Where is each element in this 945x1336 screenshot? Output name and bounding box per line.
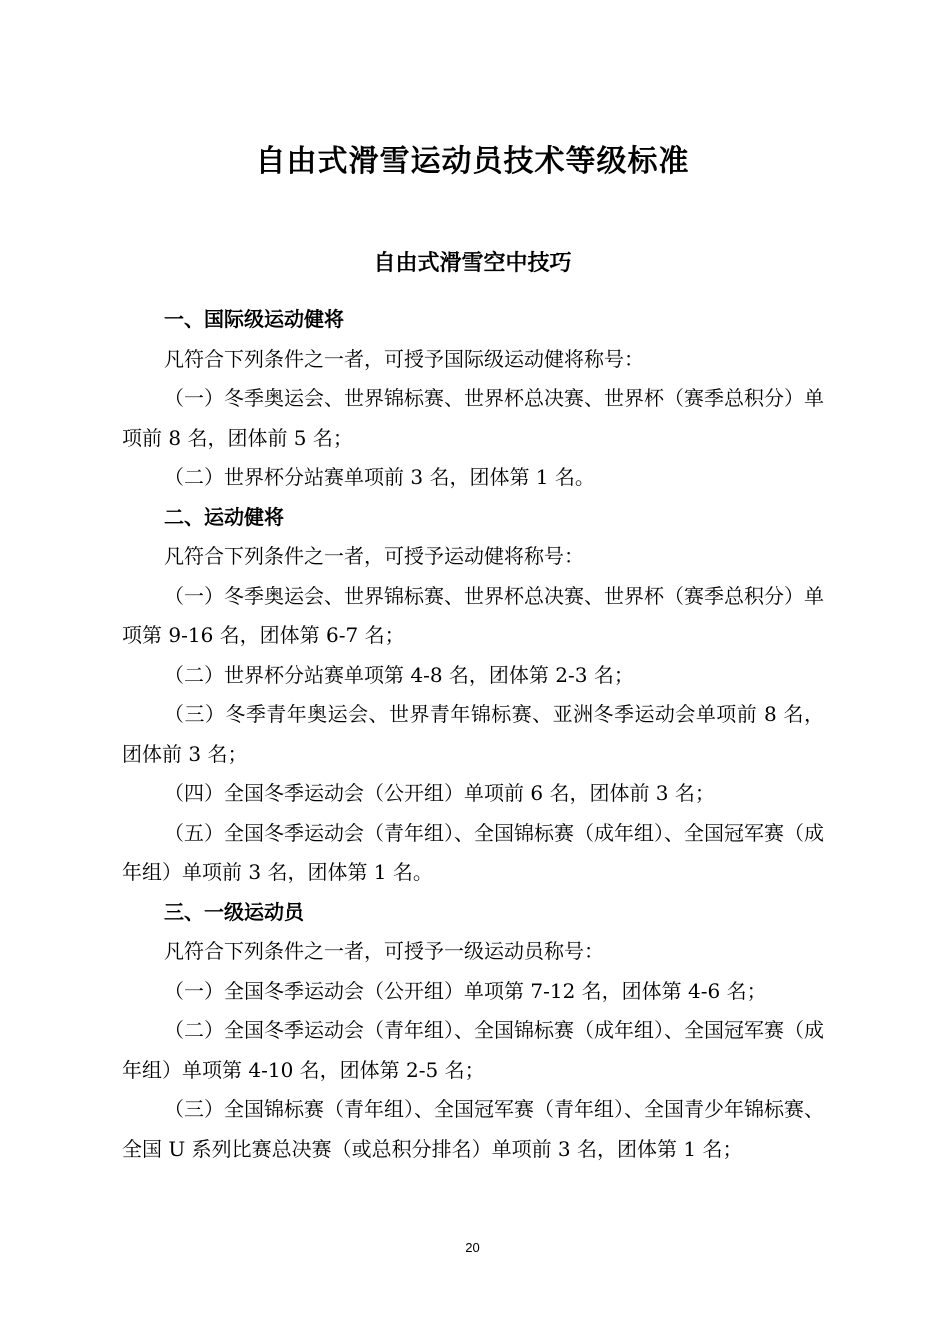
paragraph: 凡符合下列条件之一者，可授予国际级运动健将称号： xyxy=(164,346,644,371)
paragraph: （五）全国冬季运动会（青年组）、全国锦标赛（成年组）、全国冠军赛（成年组）单项前 3 名，团体第 1 名。 xyxy=(122,820,824,884)
document-title: 自由式滑雪运动员技术等级标准 xyxy=(255,144,690,179)
paragraph: 凡符合下列条件之一者，可授予运动健将称号： xyxy=(164,544,584,568)
paragraph: （二）世界杯分站赛单项第 4-8 名，团体第 2-3 名； xyxy=(164,662,634,687)
paragraph: （二）世界杯分站赛单项前 3 名，团体第 1 名。 xyxy=(164,465,595,489)
paragraph: 凡符合下列条件之一者，可授予一级运动员称号： xyxy=(164,939,604,963)
paragraph: （四）全国冬季运动会（公开组）单项前 6 名，团体前 3 名； xyxy=(164,781,715,805)
paragraph: （一）冬季奥运会、世界锦标赛、世界杯总决赛、世界杯（赛季总积分）单项第 9-16 名，团体第 6-7 名； xyxy=(122,583,824,647)
document-body xyxy=(122,300,824,1169)
paragraph: （三）冬季青年奥运会、世界青年锦标赛、亚洲冬季运动会单项前 8 名，团体前 3 名； xyxy=(122,702,824,766)
paragraph: （一）冬季奥运会、世界锦标赛、世界杯总决赛、世界杯（赛季总积分）单项前 8 名，团体前 5 名； xyxy=(122,386,824,450)
heading-master: 二、运动健将 xyxy=(164,504,284,529)
page-number: 20 xyxy=(465,1240,480,1255)
paragraph: （一）全国冬季运动会（公开组）单项第 7-12 名，团体第 4-6 名； xyxy=(164,978,767,1003)
heading-international-master: 一、国际级运动健将 xyxy=(164,307,344,331)
paragraph: （三）全国锦标赛（青年组）、全国冠军赛（青年组）、全国青少年锦标赛、全国 U 系列比赛总决赛（或总积分排名）单项前 3 名，团体第 1 名； xyxy=(122,1097,824,1161)
heading-first-class: 三、一级运动员 xyxy=(164,899,304,924)
section-subtitle: 自由式滑雪空中技巧 xyxy=(373,251,572,276)
paragraph: （二）全国冬季运动会（青年组）、全国锦标赛（成年组）、全国冠军赛（成年组）单项第 4-10 名，团体第 2-5 名； xyxy=(122,1018,824,1082)
